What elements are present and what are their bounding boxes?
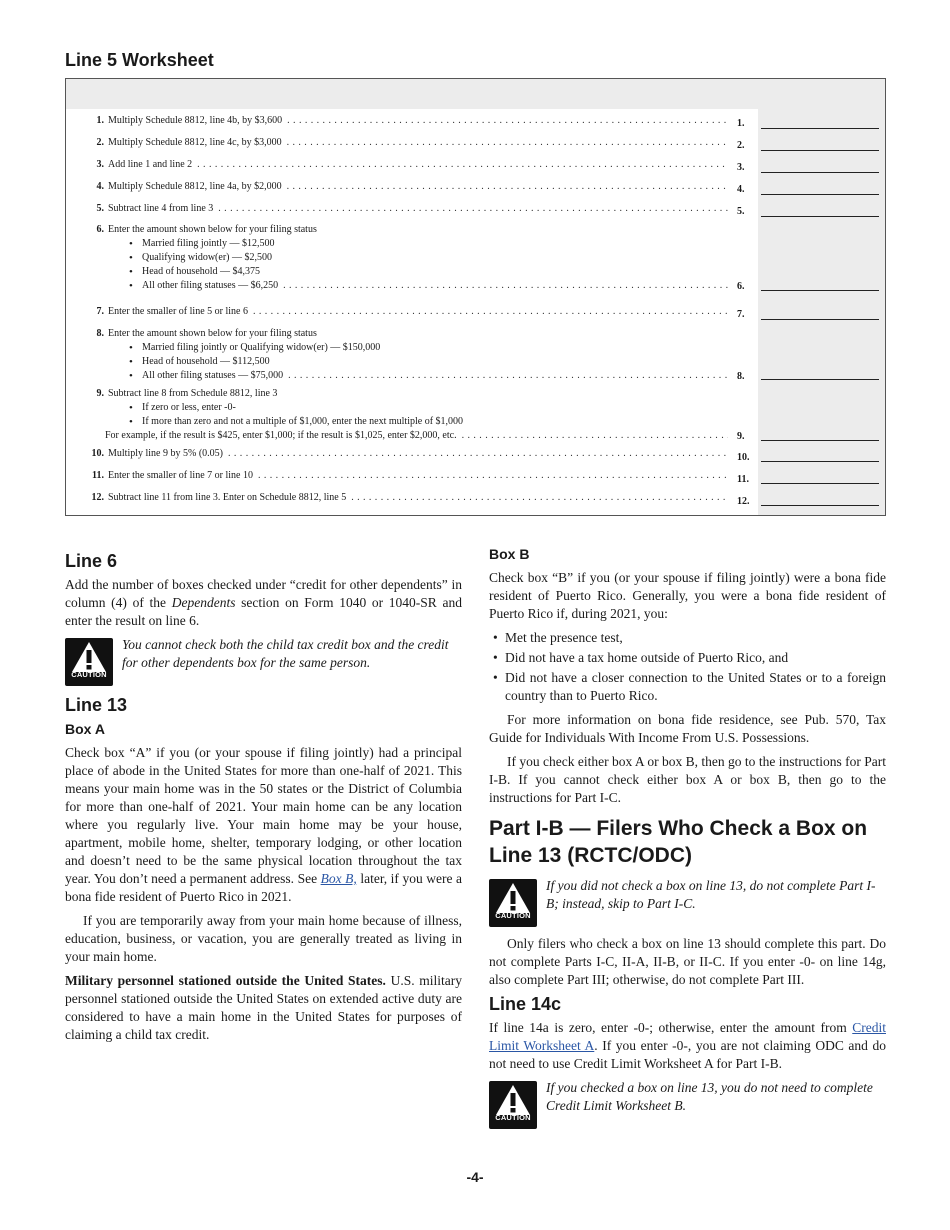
answer-field-11[interactable] [761,483,879,484]
filing-status-item: • Married filing jointly — $12,500 [128,237,728,251]
worksheet-line-12: 12. Subtract line 11 from line 3. Enter on Schedule 8812, line 5 ..... [88,491,728,505]
caution-box [489,1079,886,1129]
line-ref-7: 7. [737,309,745,320]
part-ib-heading: Part I-B — Filers Who Check a Box on Line 13 (RCTC/ODC) [489,817,868,867]
left-column [65,548,462,1050]
list-item: • Did not have a closer connection to the United States or to a foreign country than to Puerto Rico. [489,669,886,705]
list-item: • Did not have a tax home outside of Puerto Rico, and [489,649,886,667]
answer-field-2[interactable] [761,150,879,151]
line-ref-12: 12. [737,496,750,507]
line5-worksheet [65,78,886,516]
line-ref-5: 5. [737,206,745,217]
boxa-paragraph-2: If you are temporarily away from your main home because of illness, education, business, or vacation, you are generally treated as living in your main home. [65,913,462,964]
filing-status-item: • All other filing statuses — $75,000 [142,370,284,381]
answer-field-8[interactable] [761,379,879,380]
worksheet-line-2: 2. Multiply Schedule 8812, line 4c, by $3,000 ..... [88,136,728,150]
boxa-heading: Box A [65,721,105,737]
example-note: For example, if the result is $425, enter $1,000; if the result is $1,025, enter $2,000, etc. [105,430,457,441]
answer-field-9[interactable] [761,440,879,441]
line-ref-11: 11. [737,474,749,485]
line-ref-9: 9. [737,431,745,442]
worksheet-header-band [66,79,885,109]
worksheet-line-5: 5. Subtract line 4 from line 3 ..... [88,202,728,216]
line-ref-6: 6. [737,281,745,292]
boxb-paragraph: Check box “B” if you (or your spouse if filing jointly) were a bona fide resident of Puerto Rico. Generally, you were a bona fide resident of Puerto Rico if, during 2021, you: [489,570,886,621]
instruction-item: • If zero or less, enter -0- [128,401,728,415]
caution-icon: CAUTION [65,638,113,686]
boxb-paragraph-2: For more information on bona fide residence, see Pub. 570, Tax Guide for Individuals With Income From U.S. Possessions. [489,712,886,745]
answer-field-10[interactable] [761,461,879,462]
worksheet-line-3: 3. Add line 1 and line 2 ..... [88,158,728,172]
answer-field-1[interactable] [761,128,879,129]
worksheet-line-11: 11. Enter the smaller of line 7 or line 10 ..... [88,469,728,483]
line-ref-3: 3. [737,162,745,173]
answer-field-4[interactable] [761,194,879,195]
caution-box [489,877,886,927]
caution-text: If you checked a box on line 13, you do not need to complete Credit Limit Worksheet B. [546,1080,873,1113]
credit-limit-worksheet-a-link[interactable]: Credit Limit Worksheet A [489,1020,886,1053]
boxb-paragraph-3: If you check either box A or box B, then go to the instructions for Part I-B. If you cannot check either box A or box B, then go to the instructions for Part I-C. [489,754,886,805]
line14c-heading: Line 14c [489,994,562,1014]
worksheet-title: Line 5 Worksheet [65,50,214,70]
caution-icon: CAUTION [489,879,537,927]
answer-field-3[interactable] [761,172,879,173]
line13-heading: Line 13 [65,695,128,715]
filing-status-item: • Married filing jointly or Qualifying widow(er) — $150,000 [128,341,728,355]
worksheet-line-8: 8. Enter the amount shown below for your filing status • Married filing jointly or Qualifying widow(er) — $150,000 • Head of household — $112,500 • All other filing statuses — $75,000 ..... [88,327,728,383]
answer-field-12[interactable] [761,505,879,506]
line-ref-2: 2. [737,140,745,151]
page-number: -4- [466,1169,484,1185]
worksheet-line-1: 1. Multiply Schedule 8812, line 4b, by $3,600 ..... [88,114,728,128]
right-column [489,543,886,1137]
filing-status-item: • Head of household — $112,500 [128,355,728,369]
military-paragraph: Military personnel stationed outside the United States. U.S. military personnel stationed outside the United States on extended active duty are considered to have a main home in the United States for purposes of claiming a child tax credit. [65,973,462,1042]
boxa-paragraph: Check box “A” if you (or your spouse if filing jointly) had a principal place of abode in the United States for more than one-half of 2021. This means your main home was in the 50 states or the District of Columbia for more than one-half of 2021. Your main home can be any location where you regularly live. Your main home may be your house, apartment, mobile home, shelter, temporary lodging, or other location and doesn’t need to be the same physical location throughout the tax year. You don’t need a permanent address. See Box B, later, if you were a bona fide resident of Puerto Rico in 2021. [65,745,463,904]
filing-status-item: • All other filing statuses — $6,250 [142,280,279,291]
answer-field-7[interactable] [761,319,879,320]
line-ref-4: 4. [737,184,745,195]
boxb-bullets [489,629,886,705]
part-ib-paragraph: Only filers who check a box on line 13 should complete this part. Do not complete Parts I-C, II-A, II-B, or II-C. If you enter -0- on line 14g, also complete Part III; otherwise, do not complete Part III. [489,936,886,987]
line-ref-1: 1. [737,118,745,129]
caution-box [65,636,462,686]
answer-field-6[interactable] [761,290,879,291]
worksheet-line-10: 10. Multiply line 9 by 5% (0.05) ..... [88,447,728,461]
line-ref-8: 8. [737,371,745,382]
worksheet-answer-column [758,109,885,515]
instruction-item: • If more than zero and not a multiple of $1,000, enter the next multiple of $1,000 [128,415,728,429]
worksheet-line-9: 9. Subtract line 8 from Schedule 8812, line 3 • If zero or less, enter -0- • If more than zero and not a multiple of $1,000, enter the next multiple of $1,000 For example, if the result is $425, enter $1,000; if the result is $1,025, enter $2,000, etc. ..... [88,387,728,443]
filing-status-item: • Head of household — $4,375 [128,265,728,279]
list-item: • Met the presence test, [489,629,886,647]
box-b-link[interactable]: Box B, [320,871,357,886]
line14c-paragraph: If line 14a is zero, enter -0-; otherwise, enter the amount from Credit Limit Worksheet A. If you enter -0-, you are not claiming ODC and do not need to use Credit Limit Worksheet A for Part I-B. [489,1020,886,1071]
line6-paragraph: Add the number of boxes checked under “credit for other dependents” in column (4) of the Dependents section on Form 1040 or 1040-SR and enter the result on line 6. [65,577,462,628]
caution-icon: CAUTION [489,1081,537,1129]
line-ref-10: 10. [737,452,750,463]
line6-heading: Line 6 [65,551,118,571]
worksheet-line-7: 7. Enter the smaller of line 5 or line 6 ..... [88,305,728,319]
filing-status-item: • Qualifying widow(er) — $2,500 [128,251,728,265]
caution-text: You cannot check both the child tax credit box and the credit for other dependents box for the same person. [122,637,449,670]
worksheet-line-6: 6. Enter the amount shown below for your filing status • Married filing jointly — $12,500 • Qualifying widow(er) — $2,500 • Head of household — $4,375 • All other filing statuses — $6,250 ..... [88,223,728,293]
worksheet-line-4: 4. Multiply Schedule 8812, line 4a, by $2,000 ..... [88,180,728,194]
answer-field-5[interactable] [761,216,879,217]
caution-text: If you did not check a box on line 13, do not complete Part I-B; instead, skip to Part I-C. [546,878,876,911]
boxb-heading: Box B [489,546,530,562]
